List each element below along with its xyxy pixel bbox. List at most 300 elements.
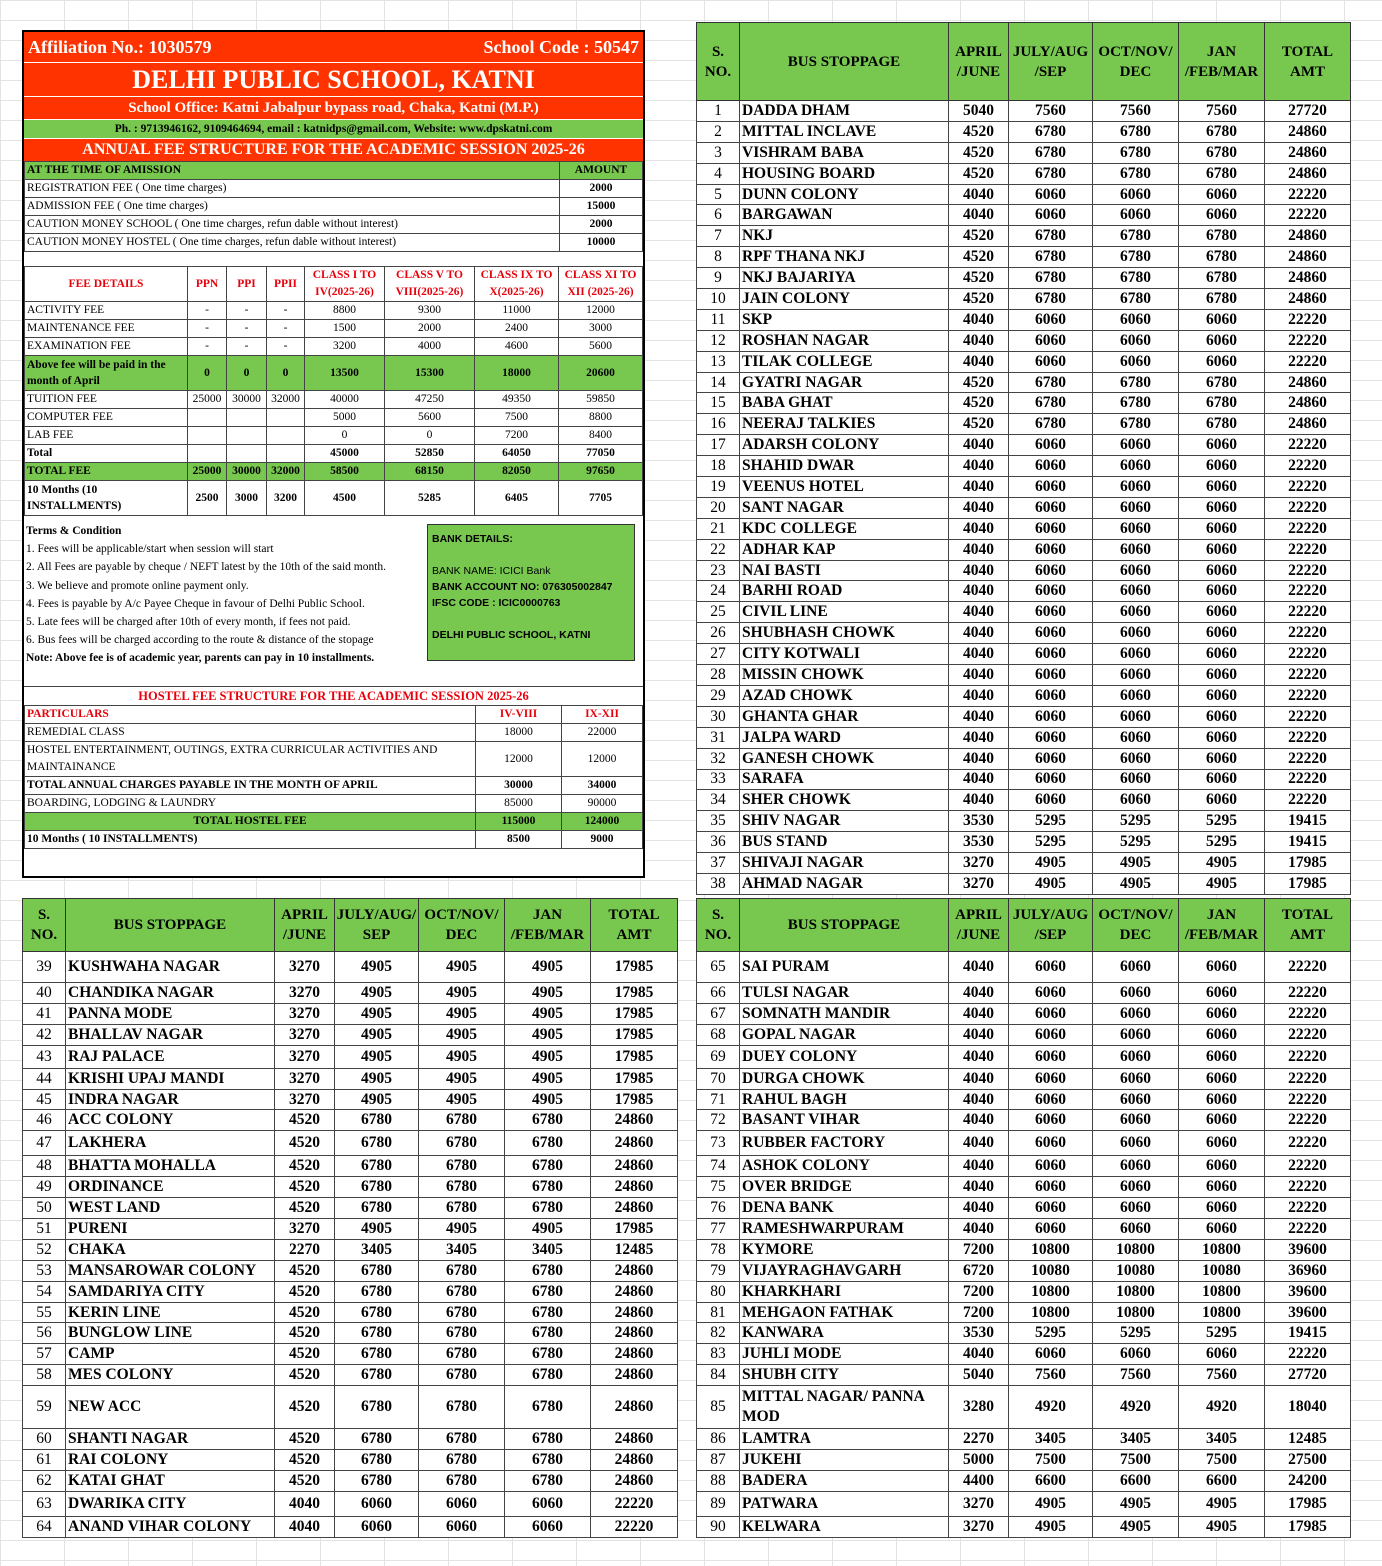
bus-stop-row <box>697 1198 1351 1219</box>
bus-stop-name: DENA BANK <box>740 1198 949 1219</box>
bus-fee-amount: 4905 <box>419 1089 505 1110</box>
bus-stop-number: 31 <box>697 727 740 748</box>
bus-fee-amount: 6060 <box>1093 477 1179 498</box>
bus-stop-row <box>697 351 1351 372</box>
bus-fee-amount: 7500 <box>1093 1450 1179 1471</box>
fee-value: 47250 <box>385 391 475 409</box>
terms-item: 6. Bus fees will be charged according to the route & distance of the stopage <box>26 634 374 647</box>
bus-fee-amount: 4905 <box>419 1045 505 1068</box>
bus-fee-amount: 4905 <box>419 1024 505 1045</box>
bus-stop-name: ANAND VIHAR COLONY <box>66 1516 275 1537</box>
bus-fee-amount: 6780 <box>505 1450 591 1471</box>
bus-fee-amount: 4520 <box>949 414 1009 435</box>
bus-fee-amount: 6780 <box>505 1386 591 1429</box>
bus-stop-name: AZAD CHOWK <box>740 685 949 706</box>
bus-fee-amount: 6780 <box>335 1110 419 1131</box>
fee-value: 97650 <box>559 463 643 481</box>
bus-fee-amount: 6780 <box>505 1429 591 1450</box>
bus-stop-number: 30 <box>697 706 740 727</box>
bus-stop-name: PATWARA <box>740 1491 949 1516</box>
bus-stop-name: OVER BRIDGE <box>740 1177 949 1198</box>
bus-fee-amount: 4040 <box>949 1177 1009 1198</box>
bus-stop-number: 49 <box>23 1177 66 1198</box>
bus-fee-amount: 24860 <box>1265 393 1351 414</box>
bus-fee-amount: 6060 <box>1179 1131 1265 1156</box>
bus-fee-amount: 4040 <box>949 665 1009 686</box>
bus-fee-amount: 4040 <box>949 1068 1009 1089</box>
bus-fee-amount: 4040 <box>949 623 1009 644</box>
hostel-value: 22000 <box>562 724 643 742</box>
bus-fee-amount: 4040 <box>949 1131 1009 1156</box>
fee-value: 2500 <box>188 481 227 516</box>
bus-stop-number: 8 <box>697 247 740 268</box>
fee-value: 45000 <box>305 445 385 463</box>
bus-stop-row <box>697 1450 1351 1471</box>
bus-stop-number: 90 <box>697 1516 740 1537</box>
bus-fee-amount: 10080 <box>1009 1260 1093 1281</box>
bus-fee-amount: 6060 <box>1179 727 1265 748</box>
bus-stop-number: 62 <box>23 1470 66 1491</box>
bus-stop-number: 24 <box>697 581 740 602</box>
bus-stop-name: SHAHID DWAR <box>740 456 949 477</box>
bus-fee-amount: 6060 <box>1009 665 1093 686</box>
bus-fee-amount: 24860 <box>591 1323 678 1344</box>
bus-stop-number: 34 <box>697 790 740 811</box>
bus-stop-number: 9 <box>697 268 740 289</box>
terms-item: 5. Late fees will be charged after 10th of every month, if fees not paid. <box>26 616 351 629</box>
bus-fee-amount: 3270 <box>949 1516 1009 1537</box>
bus-stop-name: BADERA <box>740 1470 949 1491</box>
bus-fee-amount: 4040 <box>949 518 1009 539</box>
bus-fee-amount: 4520 <box>949 268 1009 289</box>
bus-fee-amount: 5000 <box>949 1450 1009 1471</box>
bus-stop-row <box>697 1386 1351 1429</box>
fee-row-label: ACTIVITY FEE <box>25 302 188 320</box>
bus-fee-amount: 4040 <box>275 1491 335 1516</box>
bus-stop-row <box>23 1219 678 1240</box>
bus-fee-amount: 22220 <box>1265 1344 1351 1365</box>
bus-stop-name: BABA GHAT <box>740 393 949 414</box>
bus-stop-row <box>697 205 1351 226</box>
bus-fee-amount: 6060 <box>1009 748 1093 769</box>
bus-fee-amount: 6720 <box>949 1260 1009 1281</box>
fee-value <box>188 427 227 445</box>
bus-fee-amount: 4520 <box>949 247 1009 268</box>
bus-fee-amount: 6060 <box>1093 351 1179 372</box>
bus-fee-amount: 24860 <box>591 1156 678 1177</box>
bus-fee-amount: 6780 <box>1009 226 1093 247</box>
bus-fee-amount: 4040 <box>949 1024 1009 1045</box>
fee-value: 59850 <box>559 391 643 409</box>
bus-fee-amount: 10800 <box>1009 1302 1093 1323</box>
fee-value: 3000 <box>559 320 643 338</box>
bus-fee-amount: 5295 <box>1093 832 1179 853</box>
bus-fee-amount: 6060 <box>505 1516 591 1537</box>
bus-stop-row <box>697 1131 1351 1156</box>
bus-fee-amount: 6060 <box>1093 1198 1179 1219</box>
bus-stop-row <box>697 1281 1351 1302</box>
bus-fee-amount: 4520 <box>949 289 1009 310</box>
bus-stop-number: 68 <box>697 1024 740 1045</box>
bus-fee-amount: 6780 <box>335 1344 419 1365</box>
bus-fee-amount: 6780 <box>419 1386 505 1429</box>
bus-stop-name: JUKEHI <box>740 1450 949 1471</box>
bus-stop-number: 38 <box>697 873 740 894</box>
bus-fee-amount: 4520 <box>275 1260 335 1281</box>
bus-fee-amount: 7200 <box>949 1239 1009 1260</box>
bus-fee-amount: 22220 <box>1265 706 1351 727</box>
bus-fee-amount: 22220 <box>1265 309 1351 330</box>
bus-stop-number: 47 <box>23 1131 66 1156</box>
bus-stop-number: 15 <box>697 393 740 414</box>
fee-value: 8800 <box>559 409 643 427</box>
fee-value: 5285 <box>385 481 475 516</box>
bus-stop-name: BHALLAV NAGAR <box>66 1024 275 1045</box>
hostel-value: 18000 <box>476 724 562 742</box>
bus-stop-name: MANSAROWAR COLONY <box>66 1260 275 1281</box>
bus-stop-number: 87 <box>697 1450 740 1471</box>
bus-stop-name: KUSHWAHA NAGAR <box>66 952 275 983</box>
bus-stop-name: SANT NAGAR <box>740 497 949 518</box>
bus-stop-row <box>697 1516 1351 1537</box>
bus-fee-amount: 6060 <box>1009 205 1093 226</box>
bus-stop-number: 36 <box>697 832 740 853</box>
bus-stop-name: RAJ PALACE <box>66 1045 275 1068</box>
fee-value: 32000 <box>267 391 305 409</box>
admission-row-amount: 2000 <box>560 180 643 198</box>
bus-stop-number: 1 <box>697 101 740 122</box>
bus-fee-amount: 6780 <box>505 1260 591 1281</box>
fee-column-header: PPII <box>267 267 305 302</box>
fee-value: - <box>188 302 227 320</box>
bus-fee-amount: 4040 <box>949 644 1009 665</box>
fee-row-label: COMPUTER FEE <box>25 409 188 427</box>
bus-stop-number: 42 <box>23 1024 66 1045</box>
bus-stop-row <box>697 1470 1351 1491</box>
fee-value: 11000 <box>475 302 559 320</box>
bus-stop-row <box>697 952 1351 983</box>
bus-fee-amount: 6060 <box>1179 330 1265 351</box>
bus-fee-amount: 6780 <box>1093 163 1179 184</box>
bus-fee-amount: 4040 <box>949 727 1009 748</box>
bus-fee-amount: 6060 <box>335 1491 419 1516</box>
fee-row <box>25 320 643 338</box>
fee-value: 25000 <box>188 391 227 409</box>
bus-fee-amount: 6060 <box>419 1516 505 1537</box>
bus-stop-number: 41 <box>23 1003 66 1024</box>
bus-column-header: APRIL /JUNE <box>949 899 1009 952</box>
bus-stop-name: MISSIN CHOWK <box>740 665 949 686</box>
terms-item: 3. We believe and promote online payment only. <box>26 579 249 592</box>
bus-fee-amount: 5295 <box>1179 1323 1265 1344</box>
bus-stop-row <box>697 372 1351 393</box>
bus-stop-number: 29 <box>697 685 740 706</box>
bus-fee-amount: 6780 <box>1009 414 1093 435</box>
bus-fee-amount: 22220 <box>1265 623 1351 644</box>
bus-fee-amount: 6780 <box>505 1198 591 1219</box>
fee-row-label: TOTAL FEE <box>25 463 188 481</box>
bus-fee-amount: 22220 <box>1265 1068 1351 1089</box>
admission-row-amount: 10000 <box>560 234 643 252</box>
bus-fee-amount: 6060 <box>1179 748 1265 769</box>
bus-fee-amount: 17985 <box>1265 1491 1351 1516</box>
bus-fee-amount: 6780 <box>335 1198 419 1219</box>
bus-fee-amount: 6060 <box>419 1491 505 1516</box>
bus-stop-number: 55 <box>23 1302 66 1323</box>
bus-stop-number: 88 <box>697 1470 740 1491</box>
fee-row <box>25 391 643 409</box>
bus-fee-amount: 4040 <box>949 952 1009 983</box>
bus-fee-amount: 22220 <box>1265 685 1351 706</box>
bus-fee-amount: 5295 <box>1009 811 1093 832</box>
bus-column-header: TOTAL AMT <box>1265 23 1351 101</box>
bus-fee-amount: 3405 <box>1179 1429 1265 1450</box>
bus-fee-amount: 6060 <box>1179 706 1265 727</box>
fee-row-label: EXAMINATION FEE <box>25 338 188 356</box>
bus-fee-amount: 6060 <box>1179 184 1265 205</box>
fee-value: 18000 <box>475 356 559 391</box>
fee-value: 9300 <box>385 302 475 320</box>
bus-column-header: JAN /FEB/MAR <box>1179 23 1265 101</box>
bus-fee-amount: 6060 <box>1009 330 1093 351</box>
bus-fee-amount: 4905 <box>1093 853 1179 874</box>
bus-stop-name: NKJ <box>740 226 949 247</box>
bus-fee-amount: 22220 <box>1265 790 1351 811</box>
bus-fee-amount: 4040 <box>949 685 1009 706</box>
bus-stop-name: WEST LAND <box>66 1198 275 1219</box>
bus-fee-amount: 6060 <box>1093 1177 1179 1198</box>
bus-fee-amount: 22220 <box>1265 1177 1351 1198</box>
bus-fee-amount: 4040 <box>949 435 1009 456</box>
bus-stop-name: MITTAL INCLAVE <box>740 121 949 142</box>
bus-fee-amount: 6060 <box>1009 539 1093 560</box>
bus-fee-amount: 6060 <box>1179 983 1265 1004</box>
bus-fee-amount: 6780 <box>335 1131 419 1156</box>
bus-fee-amount: 4040 <box>949 560 1009 581</box>
bus-fee-amount: 6780 <box>1093 393 1179 414</box>
bus-stop-row <box>697 685 1351 706</box>
fee-value: 68150 <box>385 463 475 481</box>
bus-stop-number: 53 <box>23 1260 66 1281</box>
fee-value: 64050 <box>475 445 559 463</box>
bus-fee-amount: 4905 <box>1093 873 1179 894</box>
bus-fee-amount: 22220 <box>1265 1219 1351 1240</box>
bus-fee-amount: 4520 <box>949 393 1009 414</box>
bank-account: BANK ACCOUNT NO: 076305002847 <box>432 581 613 593</box>
bus-stop-row <box>23 952 678 983</box>
bus-stop-row <box>23 1177 678 1198</box>
bus-fee-amount: 3270 <box>949 1491 1009 1516</box>
bus-stop-row <box>697 539 1351 560</box>
bus-stop-row <box>23 1429 678 1450</box>
hostel-fee-table <box>24 705 643 849</box>
fee-value: - <box>188 320 227 338</box>
bus-stop-row <box>697 873 1351 894</box>
bus-stop-number: 44 <box>23 1068 66 1089</box>
bus-stop-name: DADDA DHAM <box>740 101 949 122</box>
bus-stop-number: 76 <box>697 1198 740 1219</box>
fee-row <box>25 445 643 463</box>
bus-stop-name: MITTAL NAGAR/ PANNA MOD <box>740 1386 949 1429</box>
fee-value: 32000 <box>267 463 305 481</box>
bus-stop-row <box>697 790 1351 811</box>
bus-fee-amount: 19415 <box>1265 1323 1351 1344</box>
bus-fee-amount: 4920 <box>1179 1386 1265 1429</box>
bus-fee-amount: 4905 <box>335 952 419 983</box>
bus-fee-amount: 22220 <box>1265 1045 1351 1068</box>
bus-fee-amount: 6780 <box>1179 142 1265 163</box>
bus-fee-amount: 6780 <box>1009 142 1093 163</box>
bus-stop-row <box>697 1177 1351 1198</box>
bus-stop-name: RAI COLONY <box>66 1450 275 1471</box>
fee-value: 4500 <box>305 481 385 516</box>
bus-column-header: OCT/NOV/ DEC <box>1093 23 1179 101</box>
bus-fee-amount: 6780 <box>419 1110 505 1131</box>
bus-fee-amount: 6780 <box>505 1156 591 1177</box>
hostel-value: 124000 <box>562 813 643 831</box>
bus-stop-name: PANNA MODE <box>66 1003 275 1024</box>
bus-fee-amount: 4905 <box>335 983 419 1004</box>
bus-stop-row <box>697 853 1351 874</box>
bus-fee-amount: 6780 <box>419 1365 505 1386</box>
bus-stop-number: 82 <box>697 1323 740 1344</box>
fee-value: 3200 <box>267 481 305 516</box>
bus-fee-amount: 6780 <box>335 1386 419 1429</box>
bus-column-header: OCT/NOV/ DEC <box>419 899 505 952</box>
fee-row <box>25 463 643 481</box>
fee-value: 52850 <box>385 445 475 463</box>
bus-stop-row <box>697 1429 1351 1450</box>
fee-row <box>25 338 643 356</box>
fee-header-row <box>25 267 643 302</box>
bus-column-header: JAN /FEB/MAR <box>1179 899 1265 952</box>
bus-fee-amount: 22220 <box>1265 184 1351 205</box>
bus-fee-amount: 19415 <box>1265 811 1351 832</box>
bus-fee-amount: 4905 <box>505 952 591 983</box>
bus-stop-number: 72 <box>697 1110 740 1131</box>
bus-fee-amount: 5295 <box>1093 1323 1179 1344</box>
bus-stop-number: 21 <box>697 518 740 539</box>
bus-column-header: S. NO. <box>697 23 740 101</box>
bus-column-header: OCT/NOV/ DEC <box>1093 899 1179 952</box>
fee-value: 8400 <box>559 427 643 445</box>
bus-stop-row <box>697 101 1351 122</box>
bus-fee-amount: 6060 <box>1009 1156 1093 1177</box>
bus-fee-amount: 6060 <box>1093 644 1179 665</box>
bus-fee-amount: 6780 <box>1009 268 1093 289</box>
bus-stop-name: GYATRI NAGAR <box>740 372 949 393</box>
terms-item: 4. Fees is payable by A/c Payee Cheque in favour of Delhi Public School. <box>26 597 365 610</box>
bus-stop-name: NEERAJ TALKIES <box>740 414 949 435</box>
bus-stop-row <box>23 1068 678 1089</box>
bus-fee-amount: 4040 <box>949 309 1009 330</box>
bus-fee-amount: 4040 <box>949 1110 1009 1131</box>
bus-fee-amount: 10080 <box>1179 1260 1265 1281</box>
bus-fee-amount: 3405 <box>1009 1429 1093 1450</box>
bus-fee-amount: 22220 <box>1265 456 1351 477</box>
bus-fee-amount: 6060 <box>1009 1003 1093 1024</box>
bus-fee-amount: 4905 <box>1179 1491 1265 1516</box>
bus-stop-row <box>23 1131 678 1156</box>
hostel-column-header: IV-VIII <box>476 706 562 724</box>
bus-fee-amount: 6060 <box>1179 497 1265 518</box>
bus-fee-amount: 4905 <box>505 1024 591 1045</box>
bus-fee-amount: 6060 <box>1009 685 1093 706</box>
bus-stop-row <box>697 560 1351 581</box>
bus-fee-amount: 6780 <box>505 1281 591 1302</box>
bus-fee-amount: 3270 <box>949 853 1009 874</box>
bus-fee-amount: 4040 <box>949 790 1009 811</box>
bus-fee-amount: 12485 <box>591 1239 678 1260</box>
bus-stop-name: SHIVAJI NAGAR <box>740 853 949 874</box>
bus-stop-row <box>23 1156 678 1177</box>
fee-row <box>25 356 643 391</box>
admission-row-label: CAUTION MONEY SCHOOL ( One time charges, refun dable without interest) <box>25 216 560 234</box>
hostel-value: 30000 <box>476 777 562 795</box>
bus-stop-name: ACC COLONY <box>66 1110 275 1131</box>
bus-fee-amount: 24860 <box>591 1429 678 1450</box>
terms-section <box>24 516 643 686</box>
bus-stop-row <box>697 665 1351 686</box>
bus-stop-row <box>697 1323 1351 1344</box>
hostel-row <box>25 795 643 813</box>
hostel-value: 12000 <box>562 742 643 777</box>
bus-stop-row <box>697 1302 1351 1323</box>
bus-fee-amount: 4040 <box>949 477 1009 498</box>
fee-value: 13500 <box>305 356 385 391</box>
bus-stop-name: NKJ BAJARIYA <box>740 268 949 289</box>
bus-fee-amount: 6060 <box>1093 184 1179 205</box>
bus-stop-name: VISHRAM BABA <box>740 142 949 163</box>
bus-stop-number: 69 <box>697 1045 740 1068</box>
bus-fee-amount: 6060 <box>1009 518 1093 539</box>
hostel-column-header: IX-XII <box>562 706 643 724</box>
bus-fee-amount: 5295 <box>1009 832 1093 853</box>
bus-fee-amount: 4905 <box>335 1068 419 1089</box>
bus-stop-name: KHARKHARI <box>740 1281 949 1302</box>
bus-stop-name: CHANDIKA NAGAR <box>66 983 275 1004</box>
bus-stop-number: 78 <box>697 1239 740 1260</box>
fee-value: 25000 <box>188 463 227 481</box>
bus-stop-name: BUNGLOW LINE <box>66 1323 275 1344</box>
bus-fee-amount: 6780 <box>419 1156 505 1177</box>
bus-fee-amount: 4905 <box>419 1003 505 1024</box>
bus-fee-amount: 6060 <box>1179 1089 1265 1110</box>
hostel-value: 8500 <box>476 831 562 849</box>
bus-stop-name: TILAK COLLEGE <box>740 351 949 372</box>
bus-fee-amount: 6060 <box>1179 205 1265 226</box>
bus-stop-row <box>697 1024 1351 1045</box>
fee-value: 40000 <box>305 391 385 409</box>
terms-note: Note: Above fee is of academic year, parents can pay in 10 installments. <box>26 652 375 665</box>
hostel-row <box>25 777 643 795</box>
bus-fee-amount: 6060 <box>1093 748 1179 769</box>
bus-fee-amount: 6780 <box>1179 372 1265 393</box>
bus-stop-number: 70 <box>697 1068 740 1089</box>
bus-fee-amount: 4905 <box>505 983 591 1004</box>
bus-stop-number: 51 <box>23 1219 66 1240</box>
bus-fee-amount: 4040 <box>949 1045 1009 1068</box>
bus-fee-amount: 6060 <box>1093 623 1179 644</box>
fee-column-header: FEE DETAILS <box>25 267 188 302</box>
bus-fee-amount: 6060 <box>1093 1344 1179 1365</box>
bus-stop-row <box>697 518 1351 539</box>
bus-fee-amount: 6780 <box>335 1323 419 1344</box>
bus-stop-number: 74 <box>697 1156 740 1177</box>
bus-stop-number: 6 <box>697 205 740 226</box>
bus-fee-amount: 6780 <box>505 1177 591 1198</box>
bus-fee-amount: 4905 <box>1009 1516 1093 1537</box>
